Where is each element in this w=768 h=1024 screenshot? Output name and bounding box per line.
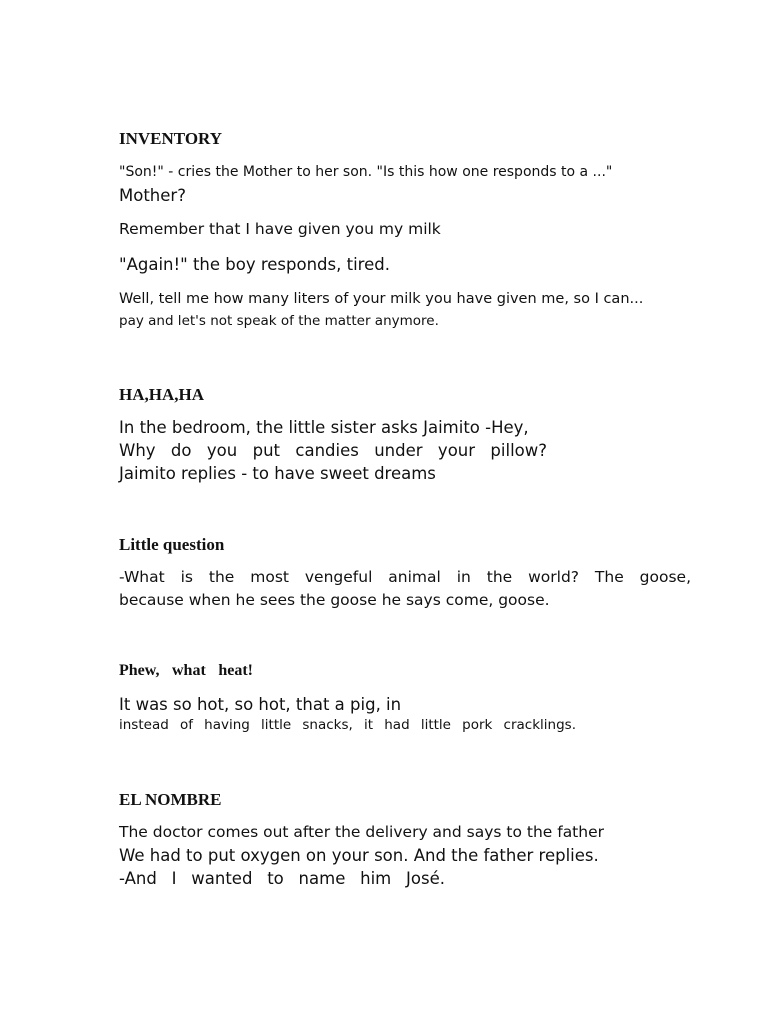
inventory-line-5: Well, tell me how many liters of your milk you have given me, so I can... (119, 291, 644, 307)
hahaha-line-1: In the bedroom, the little sister asks Jaimito -Hey, (119, 418, 529, 437)
inventory-line-3: Remember that I have given you my milk (119, 220, 441, 238)
section-heading-little-question: Little question (119, 535, 225, 554)
little-question-line-2: because when he sees the goose he says come, goose. (119, 591, 550, 609)
inventory-line-2: Mother? (119, 186, 186, 205)
el-nombre-line-2: We had to put oxygen on your son. And the father replies. (119, 846, 599, 865)
hahaha-line-2: Why do you put candies under your pillow? (119, 441, 547, 460)
little-question-line-1: -What is the most vengeful animal in the world? The goose, (119, 568, 691, 586)
phew-line-2: instead of having little snacks, it had little pork cracklings. (119, 717, 576, 733)
hahaha-line-3: Jaimito replies - to have sweet dreams (119, 464, 436, 483)
inventory-line-1: "Son!" - cries the Mother to her son. "Is this how one responds to a ..." (119, 164, 613, 180)
el-nombre-line-3: -And I wanted to name him José. (119, 869, 445, 888)
section-heading-el-nombre: EL NOMBRE (119, 790, 222, 809)
el-nombre-line-1: The doctor comes out after the delivery and says to the father (119, 823, 604, 841)
section-heading-hahaha: HA,HA,HA (119, 385, 204, 404)
section-heading-phew-what-heat: Phew, what heat! (119, 662, 253, 679)
section-heading-inventory: INVENTORY (119, 129, 222, 148)
inventory-line-4: "Again!" the boy responds, tired. (119, 255, 390, 274)
phew-line-1: It was so hot, so hot, that a pig, in (119, 695, 402, 714)
inventory-line-6: pay and let's not speak of the matter anymore. (119, 313, 439, 329)
